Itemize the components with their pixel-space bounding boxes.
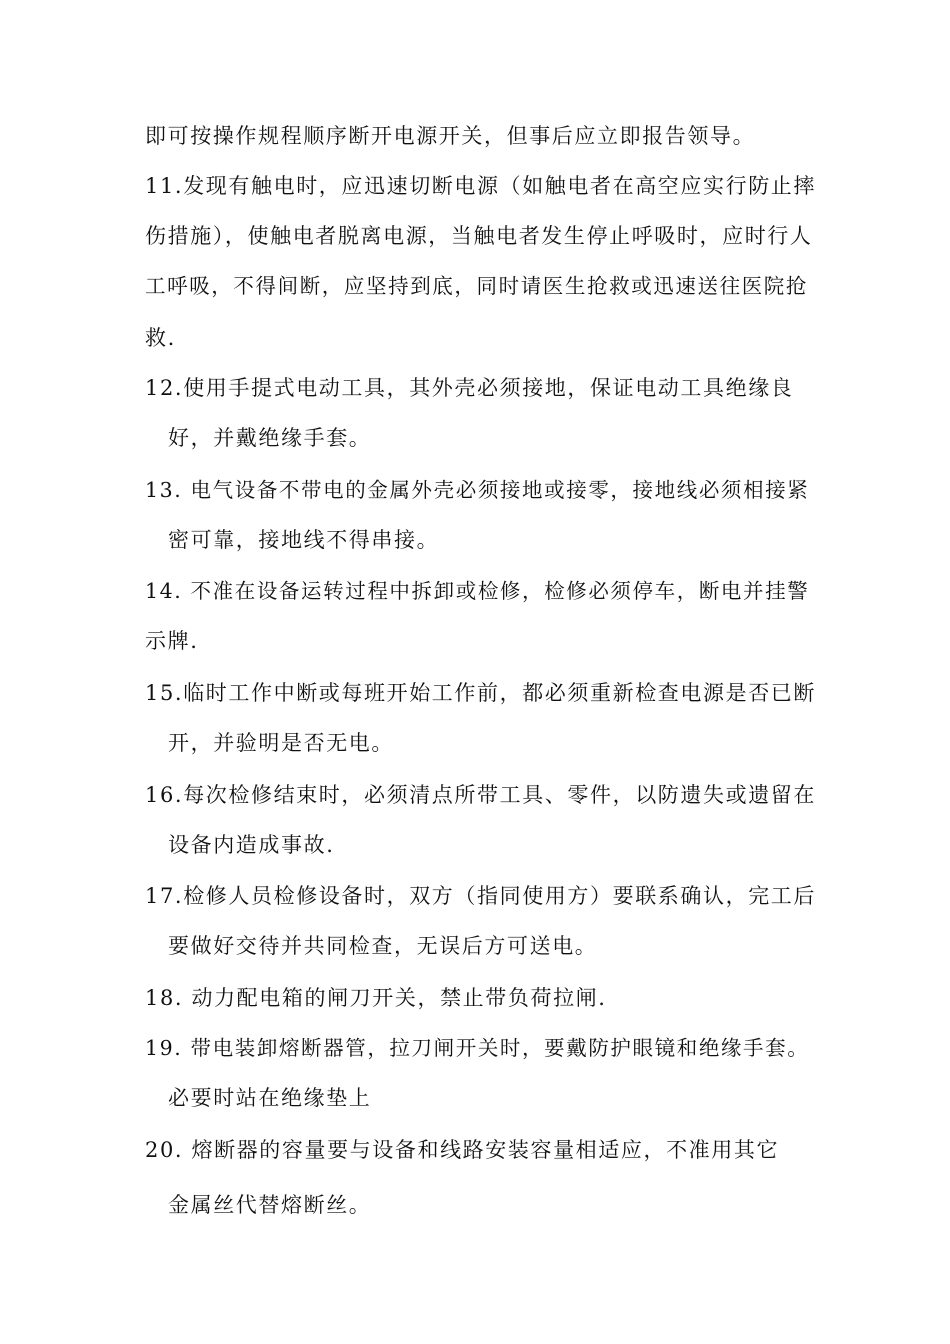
text-line: 密可靠，接地线不得串接。 — [168, 528, 440, 552]
text-line: 19. 带电装卸熔断器管，拉刀闸开关时，要戴防护眼镜和绝缘手套。 — [145, 1036, 810, 1060]
text-line: 好，并戴绝缘手套。 — [168, 426, 372, 450]
text-line: 示牌. — [145, 629, 199, 653]
text-line: 开，并验明是否无电。 — [168, 731, 394, 755]
text-line: 12.使用手提式电动工具，其外壳必须接地，保证电动工具绝缘良 — [145, 376, 794, 400]
text-line: 工呼吸，不得间断，应坚持到底，同时请医生抢救或迅速送往医院抢 — [145, 274, 808, 298]
text-line: 14. 不准在设备运转过程中拆卸或检修，检修必须停车，断电并挂警 — [145, 579, 810, 603]
text-line: 救. — [145, 326, 176, 350]
text-line: 要做好交待并共同检查，无误后方可送电。 — [168, 934, 598, 958]
text-line: 11.发现有触电时，应迅速切断电源（如触电者在高空应实行防止摔 — [145, 174, 816, 198]
text-line: 18. 动力配电箱的闸刀开关，禁止带负荷拉闸. — [145, 986, 607, 1010]
text-line: 15.临时工作中断或每班开始工作前，都必须重新检查电源是否已断 — [145, 681, 816, 705]
text-line: 设备内造成事故. — [168, 833, 335, 857]
text-line: 即可按操作规程顺序断开电源开关，但事后应立即报告领导。 — [145, 124, 756, 148]
text-line: 金属丝代替熔断丝。 — [168, 1193, 372, 1217]
text-line: 20. 熔断器的容量要与设备和线路安装容量相适应，不准用其它 — [145, 1138, 780, 1162]
text-line: 必要时站在绝缘垫上 — [168, 1086, 372, 1110]
text-line: 17.检修人员检修设备时，双方（指同使用方）要联系确认，完工后 — [145, 884, 816, 908]
text-line: 16.每次检修结束时，必须清点所带工具、零件，以防遗失或遗留在 — [145, 783, 816, 807]
text-line: 伤措施），使触电者脱离电源，当触电者发生停止呼吸时，应时行人 — [145, 224, 813, 248]
text-line: 13. 电气设备不带电的金属外壳必须接地或接零，接地线必须相接紧 — [145, 478, 810, 502]
